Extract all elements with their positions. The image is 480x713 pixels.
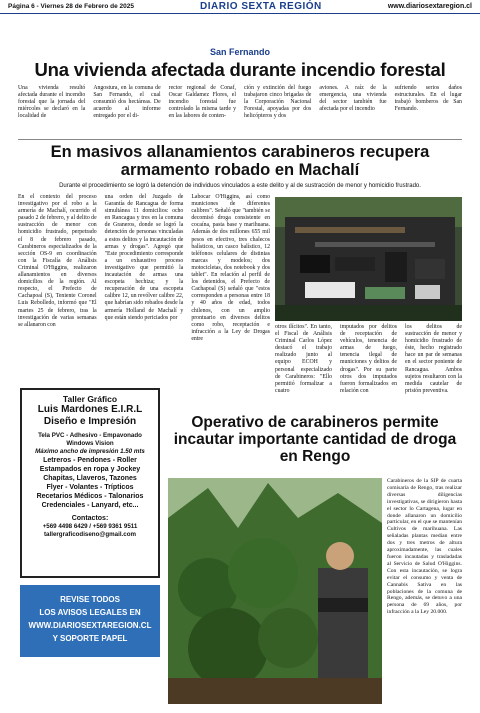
article2-headline: En masivos allanamientos carabineros recupera armamento robado en Machalí (50, 143, 430, 179)
ad-line: Máximo ancho de impresión 1.50 mts (35, 448, 145, 455)
divider (18, 139, 462, 140)
page-header (0, 0, 480, 14)
article2-subhead: Durante el procedimiento se logró la detención de individuos vinculados a este delito y al de sustracción de menor y homicidio frustrado. (59, 183, 421, 189)
weapons-image (275, 197, 462, 321)
website-link[interactable]: www.diariosextaregion.cl (387, 3, 472, 10)
ad-line: Tela PVC - Adhesivo - Empavonado (38, 432, 142, 439)
seized-weapons-photo (275, 197, 462, 321)
article1-col-1: Una vivienda resultó afectada durante el incendio forestal que la jornada del miércoles se declaró en la localidad de (18, 85, 86, 120)
notice-line: REVISE TODOS (60, 595, 120, 604)
ad-line: Diseño e Impresión (43, 416, 137, 427)
article3-text: Carabineros de la SIP de cuarta comisaría de Rengo, tras realizar diversas diligencias investigativas, se dirigieron hasta el sector lo Cartagena, lugar en donde allanaron un domicilio particular, en el que se mantenían Cultivos de marihuana. Las señaladas plantas median entre dos y tres metros de altura aproximadamente, las cuales fueron incautadas y trasladadas al Servicio de Salud O'Higgins. Con esta incautación, se logra evitar el consumo y venta de Cannabis Sativa en las poblaciones de la comuna de Rengo, además, se detuvo a una persona de 69 años, por infracción a la Ley 20.000. (387, 478, 462, 616)
article3-body (387, 478, 462, 704)
article2-col-6: los delitos de sustracción de menor y homicidio frustrado de éste, hecho registrado hace un par de semanas en el sector poniente de Rancagua. Ambos sujetos resultaron con la medida cautelar de prisión preventiva. (405, 324, 462, 394)
ad-line: Letreros - Pendones - Roller (43, 457, 137, 464)
article1-col-5: aviones. A raíz de la emergencia, una vivienda del sector también fue afectada por el incendio (319, 85, 387, 113)
article1-col-6: sufriendo serios daños estructurales. En el lugar trabajó bomberos de San Fernando. (394, 85, 462, 113)
article1-body (18, 85, 462, 135)
article2-col-2: una orden del Juzgado de Garantía de Rancagua de forma simultánea 11 domicilios: ocho en Rancagua y tres en la comuna de Graneros, donde se logró la detención de personas vinculadas a estos delitos y la incautación de armas y drogas". Agregó que "Este procedimiento corresponde a un exhaustivo proceso investigativo que permitió la incautación de armas una escopeta hechiza; y la recuperación de una escopeta calibre 12, un revólver calibre 22, que habrían sido robados desde la armería Holland de Machalí y que están siendo periciados por (104, 194, 184, 321)
legal-notice-banner[interactable] (20, 585, 160, 657)
print-shop-ad (20, 388, 160, 578)
notice-line: LOS AVISOS LEGALES EN (39, 608, 141, 617)
plants-image (168, 478, 382, 704)
article2-col-1: En el contexto del proceso investigativo por el robo a la armería de Machalí, ocurrido el pasado 2 de febrero, y al delito de sustracción de menor con homicidio frustrado, perpetrado el 8 de febrero pasado, Carabineros especializados de la sección OS-9 en coordinación con la Fiscalía de Análisis Criminal O'Higgins, realizaron allanamientos en diversos domicilios de la región. Al respecto, el Prefecto de Cachapoal (S), Teniente Coronel Luis Rebolledo, informó que "El martes 25 de febrero, tras la investigación de varias semanas se allanaron con (18, 194, 97, 328)
ad-line: Recetarios Médicos - Talonarios (36, 493, 144, 500)
notice-line: Y SOPORTE PAPEL (52, 634, 128, 643)
ad-line: Estampados en ropa y Jockey (39, 466, 141, 473)
ad-phone[interactable]: +569 4498 6429 / +569 9361 9511 (42, 523, 138, 530)
marijuana-plants-photo (168, 478, 382, 704)
article1-col-4: ción y extinción del fuego trabajaron cinco brigadas de la Corporación Nacional Forestal, apoyadas por dos helicópteros y dos (243, 85, 312, 120)
article2-col-5: imputados por delitos de receptación de vehículos, tenencia de armas de fuego, tenencia ilegal de municiones y delitos de drogas". Por su parte otros dos imputados fueron formalizados en relación con (340, 324, 397, 394)
ad-email[interactable]: tallergraficodiseno@gmail.com (44, 531, 136, 538)
article1-headline: Una vivienda afectada durante incendio forestal (34, 59, 446, 80)
ad-line: Luis Mardones E.I.R.L (37, 404, 143, 415)
article2-col-3: Labocar O'Higgins, así como municiones de diferentes calibres". Señaló que "también se decomisó droga consistente en cocaína, pasta base y marihuana. Además de dos millones 655 mil pesos en efectivo, tres chalecos balísticos, un casco balístico, 12 teléfonos celulares de distintas marcas y modelos; dos motocicletas, dos notebook y dos tablet". En relación al perfil de los detenidos, el Prefecto de Cachapoal (S) señaló que "estos corresponden a personas entre 18 y 40 años de edad, todos chilenos, con un amplio prontuario en diversos delitos como robo, receptación e infracción a la Ley de Drogas entre (191, 194, 271, 342)
ad-contacts-label: Contactos: (71, 515, 109, 522)
article2-body-right (275, 324, 462, 394)
article2-body-left (18, 194, 270, 378)
page-date: Página 6 - Viernes 28 de Febrero de 2025 (8, 3, 134, 10)
article1-col-2: Angostura, en la comuna de San Fernando, el cual consumió dos hectáreas. De acuerdo al informe entregado por el di- (93, 85, 161, 120)
ad-line: Credenciales - Lanyard, etc... (41, 502, 139, 509)
ad-line: Taller Gráfico (62, 394, 118, 404)
article1-kicker: San Fernando (209, 47, 270, 57)
article3-headline: Operativo de carabineros permite incautar importante cantidad de droga en Rengo (173, 414, 457, 465)
article2-col-4: otros ilícitos". En tanto, el Fiscal de Análisis Criminal Carlos López destacó el trabajo realizado junto al equipo ECOH y personal especializado de Carabineros: "Ello permitió formalizar a cuatro (275, 324, 332, 394)
notice-line: WWW.DIARIOSEXTAREGION.CL (28, 621, 152, 630)
masthead: DIARIO SEXTA REGIÓN (200, 1, 322, 12)
ad-line: Windows Vision (66, 440, 114, 447)
article1-col-3: rector regional de Conaf, Oscar Galdamez Flores, el incendio forestal fue controlado la misma tarde y en las labores de conten- (168, 85, 236, 120)
ad-line: Flyer - Volantes - Trípticos (46, 484, 134, 491)
ad-line: Chapitas, Llaveros, Tazones (43, 475, 137, 482)
